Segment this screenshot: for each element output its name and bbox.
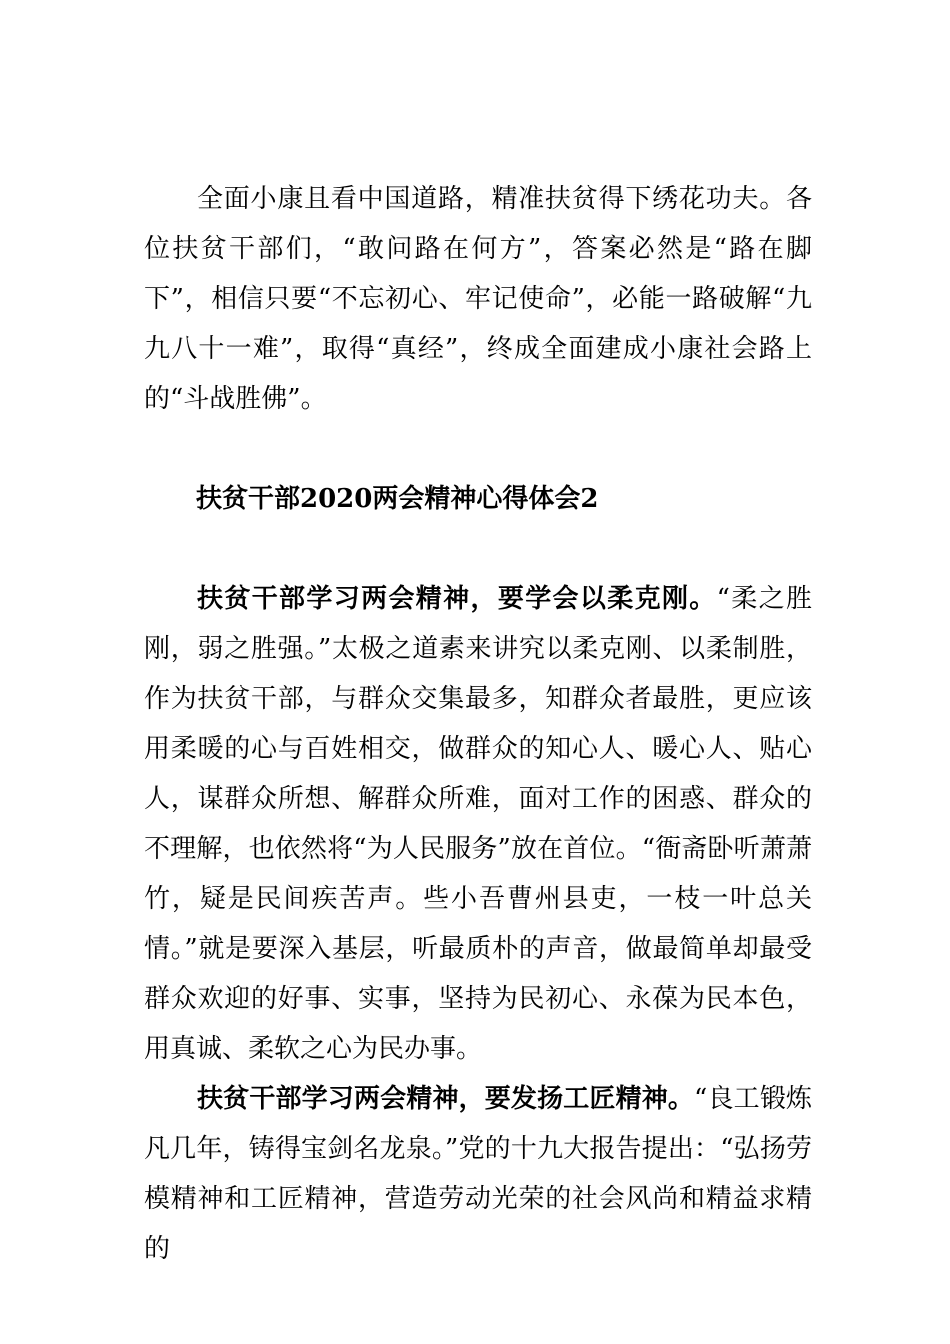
paragraph-craftsman-spirit [144, 1074, 812, 1274]
paragraph-lead-bold: 扶贫干部学习两会精神，要发扬工匠精神。 [197, 1084, 695, 1114]
paragraph-soft-overcomes-hard [144, 574, 812, 1074]
paragraph-lead-bold: 扶贫干部学习两会精神，要学会以柔克刚。 [197, 584, 717, 614]
paragraph-conclusion-text: 全面小康且看中国道路，精准扶贫得下绣花功夫。各位扶贫干部们，“敢问路在何方”，答案必然是“路在脚下”，相信只要“不忘初心、牢记使命”，必能一路破解“九九八十一难”，取得“真经”，终成全面建成小康社会路上的“斗战胜佛”。 [144, 184, 812, 414]
paragraph-conclusion [144, 174, 812, 424]
paragraph-body: “良工锻炼凡几年，铸得宝剑名龙泉。”党的十九大报告提出：“弘扬劳模精神和工匠精神，营造劳动光荣的社会风尚和精益求精的 [144, 1084, 812, 1264]
paragraph-body: “柔之胜刚，弱之胜强。”太极之道素来讲究以柔克刚、以柔制胜，作为扶贫干部，与群众交集最多，知群众者最胜，更应该用柔暖的心与百姓相交，做群众的知心人、暖心人、贴心人，谋群众所想、解群众所难，面对工作的困惑、群众的不理解，也依然将“为人民服务”放在首位。“衙斋卧听萧萧竹，疑是民间疾苦声。些小吾曹州县吏，一枝一叶总关情。”就是要深入基层，听最质朴的声音，做最简单却最受群众欢迎的好事、实事，坚持为民初心、永葆为民本色，用真诚、柔软之心为民办事。 [144, 584, 812, 1064]
section-title: 扶贫干部2020两会精神心得体会2 [196, 484, 599, 514]
